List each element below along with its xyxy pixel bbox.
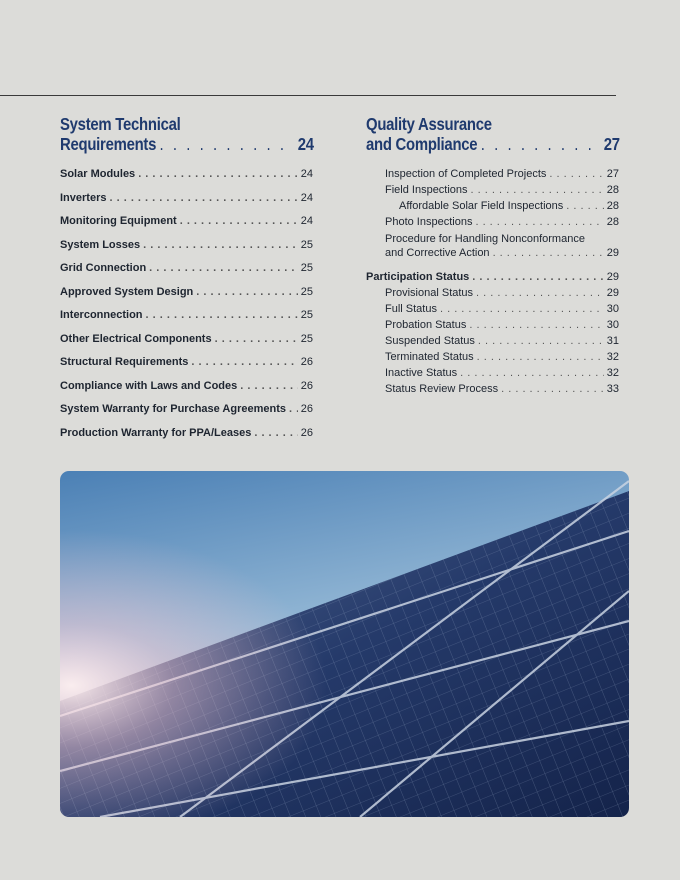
title-leader [160, 134, 291, 154]
toc-entry[interactable]: Field Inspections . . . 28 [366, 184, 619, 200]
toc-entry[interactable]: Status Review Process . . . 33 [366, 383, 619, 399]
toc-entry[interactable]: Participation Status . . . 29 [366, 271, 619, 287]
toc-list [366, 168, 619, 399]
toc-entry[interactable]: Solar Modules . . . 24 [60, 168, 313, 192]
toc-entry[interactable]: Production Warranty for PPA/Leases . . . 26 [60, 427, 313, 451]
toc-entry[interactable]: Approved System Design . . . 25 [60, 286, 313, 310]
toc-entry[interactable]: System Warranty for Purchase Agreements . . . 26 [60, 403, 313, 427]
title-leader [481, 134, 597, 154]
section-title-line2: and Compliance [366, 134, 478, 154]
toc-list [60, 168, 313, 450]
toc-entry[interactable]: Affordable Solar Field Inspections . . . 28 [366, 200, 619, 216]
section-heading-technical [60, 114, 314, 154]
section-page-number[interactable]: 27 [603, 134, 620, 154]
toc-entry[interactable]: Photo Inspections . . . 28 [366, 216, 619, 232]
toc-column-quality [366, 114, 619, 399]
toc-entry[interactable]: Probation Status . . . 30 [366, 319, 619, 335]
section-page-number[interactable]: 24 [297, 134, 314, 154]
section-title-line1: Quality Assurance [366, 114, 492, 134]
top-divider [0, 95, 616, 96]
toc-entry[interactable]: Grid Connection . . . 25 [60, 262, 313, 286]
section-heading-quality [366, 114, 620, 154]
toc-entry[interactable]: Other Electrical Components . . . 25 [60, 333, 313, 357]
section-title-line1: System Technical [60, 114, 181, 134]
toc-entry[interactable]: Structural Requirements . . . 26 [60, 356, 313, 380]
toc-entry[interactable]: Suspended Status . . . 31 [366, 335, 619, 351]
toc-entry[interactable]: Full Status . . . 30 [366, 303, 619, 319]
toc-entry[interactable]: Interconnection . . . 25 [60, 309, 313, 333]
toc-entry[interactable]: Inverters . . . 24 [60, 192, 313, 216]
toc-entry[interactable]: System Losses . . . 25 [60, 239, 313, 263]
toc-entry[interactable]: Provisional Status . . . 29 [366, 287, 619, 303]
toc-entry[interactable]: Compliance with Laws and Codes . . . 26 [60, 380, 313, 404]
toc-entry[interactable]: Procedure for Handling Nonconformance and Corrective Action . . . 29 [366, 232, 619, 264]
section-title-line2: Requirements [60, 134, 157, 154]
toc-entry[interactable]: Inspection of Completed Projects . . . 27 [366, 168, 619, 184]
solar-panels-illustration [60, 471, 629, 817]
toc-entry[interactable]: Terminated Status . . . 32 [366, 351, 619, 367]
toc-column-technical [60, 114, 313, 450]
toc-entry[interactable]: Monitoring Equipment . . . 24 [60, 215, 313, 239]
solar-panels-photo [60, 471, 629, 817]
toc-entry[interactable]: Inactive Status . . . 32 [366, 367, 619, 383]
